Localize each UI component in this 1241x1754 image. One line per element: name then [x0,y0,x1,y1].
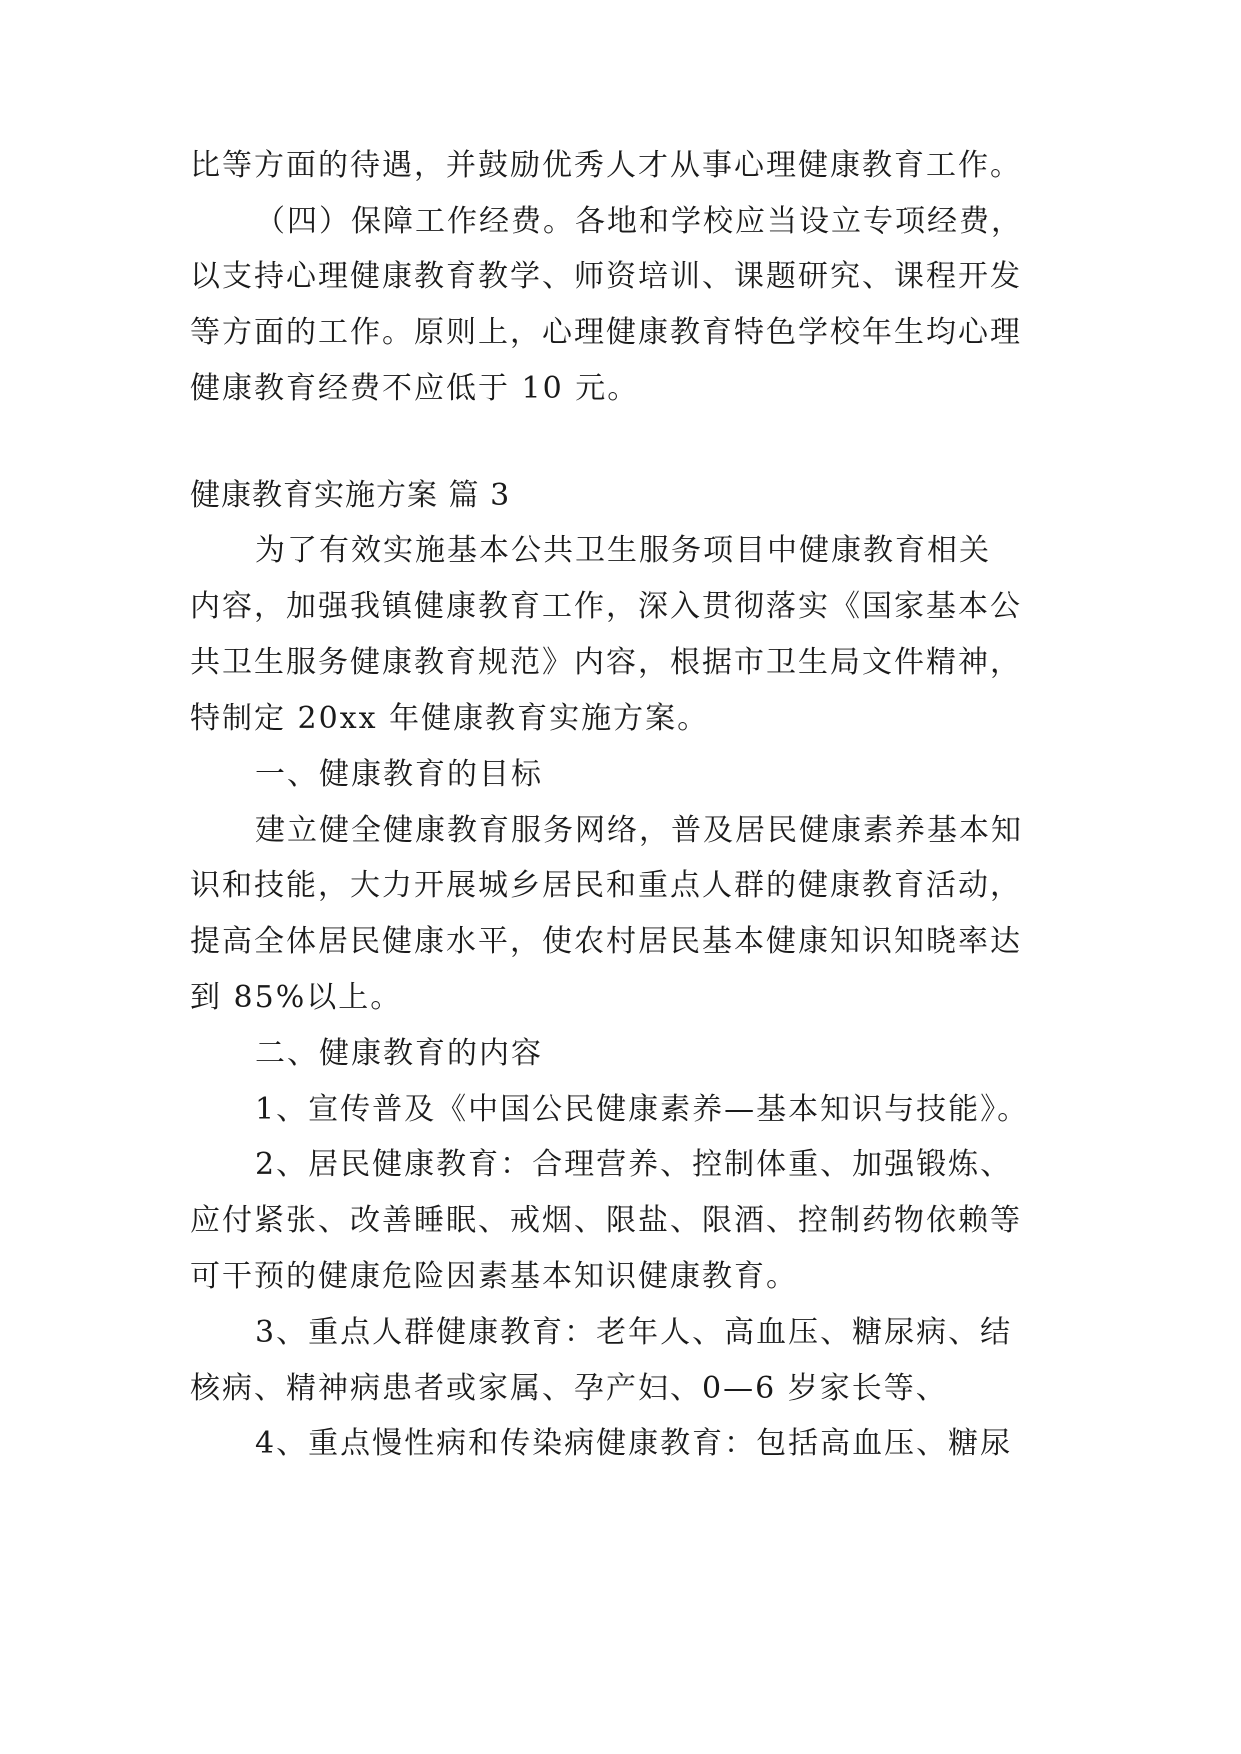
paragraph-line: 为了有效实施基本公共卫生服务项目中健康教育相关 [255,533,991,568]
paragraph-line: 提高全体居民健康水平，使农村居民基本健康知识知晓率达 [190,924,1022,959]
subheading: 一、健康教育的目标 [255,757,543,792]
list-item: 4、重点慢性病和传染病健康教育：包括高血压、糖尿 [255,1426,1013,1461]
paragraph-line: 等方面的工作。原则上，心理健康教育特色学校年生均心理 [190,315,1022,350]
list-item: 1、宣传普及《中国公民健康素养—基本知识与技能》。 [255,1092,1030,1127]
paragraph-line: 到 85%以上。 [190,980,403,1015]
subheading: 二、健康教育的内容 [255,1036,543,1071]
paragraph-line: 建立健全健康教育服务网络，普及居民健康素养基本知 [255,813,1023,848]
paragraph-line: （四）保障工作经费。各地和学校应当设立专项经费， [255,204,1023,239]
paragraph-line: 以支持心理健康教育教学、师资培训、课题研究、课程开发 [190,259,1022,294]
paragraph-line: 识和技能，大力开展城乡居民和重点人群的健康教育活动， [190,868,1022,903]
paragraph-line: 健康教育经费不应低于 10 元。 [190,371,640,406]
list-item: 3、重点人群健康教育：老年人、高血压、糖尿病、结 [255,1315,1013,1350]
list-item: 2、居民健康教育：合理营养、控制体重、加强锻炼、 [255,1147,1013,1182]
paragraph-line: 内容，加强我镇健康教育工作，深入贯彻落实《国家基本公 [190,589,1022,624]
paragraph-line: 共卫生服务健康教育规范》内容，根据市卫生局文件精神， [190,645,1022,680]
paragraph-line: 可干预的健康危险因素基本知识健康教育。 [190,1259,798,1294]
paragraph-line: 核病、精神病患者或家属、孕产妇、0—6 岁家长等、 [190,1371,948,1406]
section-heading: 健康教育实施方案 篇 3 [190,478,511,513]
paragraph-line: 特制定 20xx 年健康教育实施方案。 [190,701,710,736]
paragraph-line: 应付紧张、改善睡眠、戒烟、限盐、限酒、控制药物依赖等 [190,1203,1022,1238]
paragraph-line: 比等方面的待遇，并鼓励优秀人才从事心理健康教育工作。 [190,148,1022,183]
